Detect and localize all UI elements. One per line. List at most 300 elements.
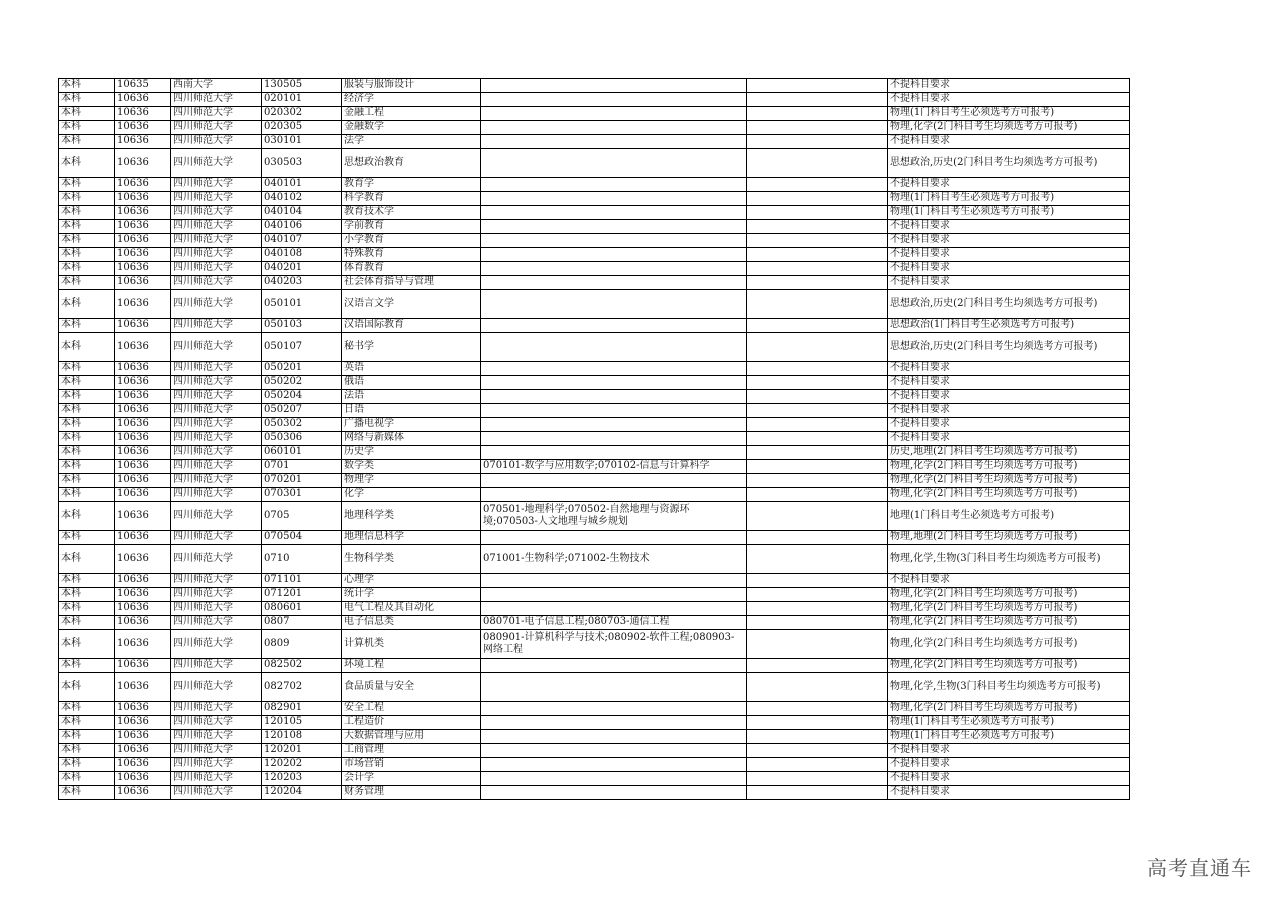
included-majors-cell: [481, 702, 747, 716]
table-row: [59, 276, 1130, 290]
subject-requirement-cell: 不提科目要求: [888, 234, 1130, 248]
school-code-cell: 10636: [115, 206, 171, 220]
school-code-cell: 10636: [115, 276, 171, 290]
table-row: [59, 744, 1130, 758]
note-cell: [747, 786, 888, 800]
major-name-cell: 科学教育: [342, 192, 481, 206]
subject-requirement-cell: 物理,化学(2门科目考生均须选考方可报考): [888, 588, 1130, 602]
included-majors-cell: [481, 107, 747, 121]
subject-requirement-cell: 不提科目要求: [888, 276, 1130, 290]
major-code-cell: 082502: [262, 659, 342, 673]
school-code-cell: 10636: [115, 588, 171, 602]
note-cell: [747, 432, 888, 446]
included-majors-cell: [481, 376, 747, 390]
school-code-cell: 10636: [115, 390, 171, 404]
school-name-cell: 四川师范大学: [171, 786, 262, 800]
major-code-cell: 0705: [262, 502, 342, 531]
major-name-cell: 思想政治教育: [342, 149, 481, 178]
included-majors-cell: [481, 744, 747, 758]
major-name-cell: 心理学: [342, 574, 481, 588]
subject-requirement-cell: 物理,化学(2门科目考生均须选考方可报考): [888, 602, 1130, 616]
table-row: [59, 772, 1130, 786]
major-name-cell: 历史学: [342, 446, 481, 460]
major-code-cell: 040107: [262, 234, 342, 248]
school-name-cell: 四川师范大学: [171, 149, 262, 178]
major-name-cell: 英语: [342, 362, 481, 376]
school-name-cell: 四川师范大学: [171, 234, 262, 248]
major-code-cell: 070201: [262, 474, 342, 488]
major-code-cell: 0809: [262, 630, 342, 659]
school-code-cell: 10636: [115, 616, 171, 630]
school-name-cell: 西南大学: [171, 79, 262, 93]
major-code-cell: 050103: [262, 319, 342, 333]
major-name-cell: 工商管理: [342, 744, 481, 758]
note-cell: [747, 220, 888, 234]
school-code-cell: 10636: [115, 432, 171, 446]
major-code-cell: 050101: [262, 290, 342, 319]
level-cell: 本科: [59, 602, 115, 616]
subject-requirement-cell: 不提科目要求: [888, 432, 1130, 446]
note-cell: [747, 574, 888, 588]
school-code-cell: 10636: [115, 333, 171, 362]
table-row: [59, 574, 1130, 588]
note-cell: [747, 192, 888, 206]
table-row: [59, 545, 1130, 574]
table-row: [59, 362, 1130, 376]
major-code-cell: 120108: [262, 730, 342, 744]
major-name-cell: 物理学: [342, 474, 481, 488]
major-name-cell: 学前教育: [342, 220, 481, 234]
major-code-cell: 050107: [262, 333, 342, 362]
school-name-cell: 四川师范大学: [171, 758, 262, 772]
subject-requirement-cell: 不提科目要求: [888, 362, 1130, 376]
table-row: [59, 474, 1130, 488]
school-code-cell: 10636: [115, 474, 171, 488]
table-row: [59, 333, 1130, 362]
subject-requirement-cell: 物理,化学(2门科目考生均须选考方可报考): [888, 616, 1130, 630]
included-majors-cell: [481, 404, 747, 418]
subject-requirement-cell: 物理,化学(2门科目考生均须选考方可报考): [888, 630, 1130, 659]
note-cell: [747, 121, 888, 135]
major-code-cell: 050202: [262, 376, 342, 390]
subject-requirement-cell: 不提科目要求: [888, 404, 1130, 418]
level-cell: 本科: [59, 206, 115, 220]
table-row: [59, 502, 1130, 531]
school-code-cell: 10636: [115, 659, 171, 673]
major-code-cell: 030101: [262, 135, 342, 149]
major-name-cell: 化学: [342, 488, 481, 502]
major-name-cell: 网络与新媒体: [342, 432, 481, 446]
included-majors-cell: [481, 772, 747, 786]
note-cell: [747, 290, 888, 319]
subject-requirement-cell: 物理(1门科目考生必须选考方可报考): [888, 716, 1130, 730]
table-body: [59, 79, 1130, 800]
major-name-cell: 安全工程: [342, 702, 481, 716]
included-majors-cell: [481, 786, 747, 800]
note-cell: [747, 333, 888, 362]
major-name-cell: 秘书学: [342, 333, 481, 362]
major-name-cell: 金融数学: [342, 121, 481, 135]
table-row: [59, 531, 1130, 545]
note-cell: [747, 488, 888, 502]
level-cell: 本科: [59, 248, 115, 262]
level-cell: 本科: [59, 192, 115, 206]
included-majors-cell: [481, 79, 747, 93]
school-code-cell: 10636: [115, 234, 171, 248]
school-code-cell: 10636: [115, 545, 171, 574]
school-name-cell: 四川师范大学: [171, 107, 262, 121]
school-name-cell: 四川师范大学: [171, 772, 262, 786]
major-name-cell: 教育学: [342, 178, 481, 192]
included-majors-cell: [481, 602, 747, 616]
level-cell: 本科: [59, 460, 115, 474]
note-cell: [747, 673, 888, 702]
subject-requirement-cell: 不提科目要求: [888, 376, 1130, 390]
major-name-cell: 财务管理: [342, 786, 481, 800]
level-cell: 本科: [59, 149, 115, 178]
level-cell: 本科: [59, 135, 115, 149]
school-name-cell: 四川师范大学: [171, 432, 262, 446]
level-cell: 本科: [59, 79, 115, 93]
table-row: [59, 488, 1130, 502]
school-name-cell: 四川师范大学: [171, 602, 262, 616]
included-majors-cell: [481, 362, 747, 376]
note-cell: [747, 460, 888, 474]
school-code-cell: 10636: [115, 93, 171, 107]
major-name-cell: 会计学: [342, 772, 481, 786]
school-code-cell: 10636: [115, 418, 171, 432]
major-name-cell: 法语: [342, 390, 481, 404]
school-name-cell: 四川师范大学: [171, 220, 262, 234]
major-code-cell: 050302: [262, 418, 342, 432]
included-majors-cell: [481, 432, 747, 446]
table-row: [59, 673, 1130, 702]
included-majors-cell: [481, 276, 747, 290]
school-code-cell: 10636: [115, 772, 171, 786]
table-row: [59, 290, 1130, 319]
major-name-cell: 教育技术学: [342, 206, 481, 220]
school-code-cell: 10636: [115, 376, 171, 390]
school-name-cell: 四川师范大学: [171, 588, 262, 602]
note-cell: [747, 758, 888, 772]
level-cell: 本科: [59, 758, 115, 772]
subject-requirement-cell: 不提科目要求: [888, 262, 1130, 276]
major-code-cell: 050201: [262, 362, 342, 376]
subject-requirement-cell: 不提科目要求: [888, 786, 1130, 800]
table-row: [59, 390, 1130, 404]
school-code-cell: 10636: [115, 178, 171, 192]
subject-requirement-cell: 不提科目要求: [888, 79, 1130, 93]
major-name-cell: 数学类: [342, 460, 481, 474]
school-code-cell: 10636: [115, 192, 171, 206]
major-code-cell: 120105: [262, 716, 342, 730]
major-code-cell: 040201: [262, 262, 342, 276]
table-row: [59, 460, 1130, 474]
subject-requirement-cell: 物理,化学(2门科目考生均须选考方可报考): [888, 702, 1130, 716]
school-code-cell: 10636: [115, 673, 171, 702]
school-name-cell: 四川师范大学: [171, 616, 262, 630]
major-name-cell: 广播电视学: [342, 418, 481, 432]
table-row: [59, 135, 1130, 149]
school-code-cell: 10636: [115, 730, 171, 744]
table-row: [59, 107, 1130, 121]
included-majors-cell: [481, 248, 747, 262]
subject-requirement-cell: 不提科目要求: [888, 135, 1130, 149]
major-name-cell: 计算机类: [342, 630, 481, 659]
school-code-cell: 10636: [115, 149, 171, 178]
school-name-cell: 四川师范大学: [171, 121, 262, 135]
included-majors-cell: [481, 390, 747, 404]
level-cell: 本科: [59, 716, 115, 730]
major-code-cell: 130505: [262, 79, 342, 93]
subject-requirement-cell: 物理,化学(2门科目考生均须选考方可报考): [888, 659, 1130, 673]
school-name-cell: 四川师范大学: [171, 262, 262, 276]
note-cell: [747, 659, 888, 673]
included-majors-cell: [481, 418, 747, 432]
school-code-cell: 10636: [115, 488, 171, 502]
included-majors-cell: [481, 290, 747, 319]
subject-requirement-cell: 不提科目要求: [888, 178, 1130, 192]
school-name-cell: 四川师范大学: [171, 418, 262, 432]
note-cell: [747, 206, 888, 220]
major-name-cell: 法学: [342, 135, 481, 149]
school-code-cell: 10636: [115, 121, 171, 135]
level-cell: 本科: [59, 290, 115, 319]
school-name-cell: 四川师范大学: [171, 276, 262, 290]
major-name-cell: 金融工程: [342, 107, 481, 121]
school-name-cell: 四川师范大学: [171, 206, 262, 220]
school-name-cell: 四川师范大学: [171, 545, 262, 574]
note-cell: [747, 248, 888, 262]
school-code-cell: 10636: [115, 262, 171, 276]
major-name-cell: 环境工程: [342, 659, 481, 673]
major-name-cell: 社会体育指导与管理: [342, 276, 481, 290]
school-code-cell: 10636: [115, 630, 171, 659]
table-row: [59, 702, 1130, 716]
note-cell: [747, 588, 888, 602]
subject-requirement-cell: 物理(1门科目考生必须选考方可报考): [888, 192, 1130, 206]
major-code-cell: 0807: [262, 616, 342, 630]
included-majors-cell: [481, 178, 747, 192]
table-row: [59, 446, 1130, 460]
major-name-cell: 市场营销: [342, 758, 481, 772]
table-row: [59, 121, 1130, 135]
school-name-cell: 四川师范大学: [171, 574, 262, 588]
included-majors-cell: [481, 262, 747, 276]
subject-requirement-cell: 不提科目要求: [888, 772, 1130, 786]
footer-watermark: 高考直通车: [1147, 856, 1252, 880]
subject-requirement-cell: 物理(1门科目考生必须选考方可报考): [888, 107, 1130, 121]
major-code-cell: 0710: [262, 545, 342, 574]
level-cell: 本科: [59, 659, 115, 673]
subject-requirement-cell: 物理,化学,生物(3门科目考生均须选考方可报考): [888, 673, 1130, 702]
note-cell: [747, 376, 888, 390]
major-name-cell: 大数据管理与应用: [342, 730, 481, 744]
table-row: [59, 432, 1130, 446]
included-majors-cell: [481, 333, 747, 362]
major-code-cell: 071201: [262, 588, 342, 602]
subject-requirement-cell: 不提科目要求: [888, 93, 1130, 107]
school-name-cell: 四川师范大学: [171, 390, 262, 404]
note-cell: [747, 418, 888, 432]
note-cell: [747, 262, 888, 276]
included-majors-cell: [481, 758, 747, 772]
table-row: [59, 376, 1130, 390]
table-row: [59, 220, 1130, 234]
school-code-cell: 10636: [115, 248, 171, 262]
major-code-cell: 050207: [262, 404, 342, 418]
included-majors-cell: [481, 446, 747, 460]
included-majors-cell: [481, 135, 747, 149]
table-row: [59, 659, 1130, 673]
subject-requirement-cell: 地理(1门科目考生必须选考方可报考): [888, 502, 1130, 531]
level-cell: 本科: [59, 276, 115, 290]
major-code-cell: 0701: [262, 460, 342, 474]
included-majors-cell: [481, 192, 747, 206]
level-cell: 本科: [59, 319, 115, 333]
subject-requirement-cell: 物理,地理(2门科目考生均须选考方可报考): [888, 531, 1130, 545]
subject-requirement-cell: 不提科目要求: [888, 248, 1130, 262]
school-code-cell: 10636: [115, 716, 171, 730]
school-name-cell: 四川师范大学: [171, 474, 262, 488]
included-majors-cell: [481, 673, 747, 702]
note-cell: [747, 234, 888, 248]
major-code-cell: 050204: [262, 390, 342, 404]
table-row: [59, 192, 1130, 206]
school-name-cell: 四川师范大学: [171, 673, 262, 702]
major-code-cell: 060101: [262, 446, 342, 460]
table-row: [59, 93, 1130, 107]
major-name-cell: 小学教育: [342, 234, 481, 248]
school-name-cell: 四川师范大学: [171, 446, 262, 460]
major-code-cell: 040102: [262, 192, 342, 206]
included-majors-cell: [481, 574, 747, 588]
level-cell: 本科: [59, 588, 115, 602]
major-code-cell: 050306: [262, 432, 342, 446]
school-code-cell: 10636: [115, 574, 171, 588]
school-name-cell: 四川师范大学: [171, 178, 262, 192]
school-name-cell: 四川师范大学: [171, 702, 262, 716]
subject-requirement-cell: 物理(1门科目考生必须选考方可报考): [888, 730, 1130, 744]
level-cell: 本科: [59, 446, 115, 460]
note-cell: [747, 602, 888, 616]
level-cell: 本科: [59, 730, 115, 744]
school-name-cell: 四川师范大学: [171, 319, 262, 333]
school-code-cell: 10636: [115, 460, 171, 474]
subject-requirement-cell: 物理(1门科目考生必须选考方可报考): [888, 206, 1130, 220]
school-name-cell: 四川师范大学: [171, 376, 262, 390]
table-row: [59, 206, 1130, 220]
school-name-cell: 四川师范大学: [171, 659, 262, 673]
major-code-cell: 082901: [262, 702, 342, 716]
note-cell: [747, 319, 888, 333]
subject-requirement-cell: 物理,化学(2门科目考生均须选考方可报考): [888, 460, 1130, 474]
school-name-cell: 四川师范大学: [171, 192, 262, 206]
level-cell: 本科: [59, 107, 115, 121]
major-name-cell: 体育教育: [342, 262, 481, 276]
major-name-cell: 电气工程及其自动化: [342, 602, 481, 616]
included-majors-cell: [481, 659, 747, 673]
major-code-cell: 020305: [262, 121, 342, 135]
level-cell: 本科: [59, 531, 115, 545]
note-cell: [747, 502, 888, 531]
major-code-cell: 030503: [262, 149, 342, 178]
included-majors-cell: [481, 531, 747, 545]
note-cell: [747, 474, 888, 488]
note-cell: [747, 390, 888, 404]
school-name-cell: 四川师范大学: [171, 404, 262, 418]
school-name-cell: 四川师范大学: [171, 531, 262, 545]
subject-requirement-cell: 物理,化学(2门科目考生均须选考方可报考): [888, 121, 1130, 135]
included-majors-cell: [481, 121, 747, 135]
major-code-cell: 120203: [262, 772, 342, 786]
major-name-cell: 地理科学类: [342, 502, 481, 531]
level-cell: 本科: [59, 234, 115, 248]
included-majors-cell: [481, 319, 747, 333]
school-code-cell: 10636: [115, 744, 171, 758]
table-row: [59, 630, 1130, 659]
note-cell: [747, 404, 888, 418]
level-cell: 本科: [59, 390, 115, 404]
major-code-cell: 071101: [262, 574, 342, 588]
school-name-cell: 四川师范大学: [171, 630, 262, 659]
note-cell: [747, 178, 888, 192]
note-cell: [747, 276, 888, 290]
school-code-cell: 10636: [115, 135, 171, 149]
level-cell: 本科: [59, 630, 115, 659]
note-cell: [747, 79, 888, 93]
major-name-cell: 经济学: [342, 93, 481, 107]
included-majors-cell: [481, 220, 747, 234]
level-cell: 本科: [59, 220, 115, 234]
school-name-cell: 四川师范大学: [171, 744, 262, 758]
major-name-cell: 统计学: [342, 588, 481, 602]
major-code-cell: 040108: [262, 248, 342, 262]
note-cell: [747, 93, 888, 107]
note-cell: [747, 730, 888, 744]
school-code-cell: 10636: [115, 362, 171, 376]
major-name-cell: 地理信息科学: [342, 531, 481, 545]
school-code-cell: 10636: [115, 446, 171, 460]
level-cell: 本科: [59, 673, 115, 702]
subject-requirement-cell: 物理,化学(2门科目考生均须选考方可报考): [888, 474, 1130, 488]
school-name-cell: 四川师范大学: [171, 93, 262, 107]
table-row: [59, 248, 1130, 262]
major-code-cell: 040101: [262, 178, 342, 192]
table-row: [59, 178, 1130, 192]
included-majors-cell: [481, 588, 747, 602]
included-majors-cell: [481, 716, 747, 730]
school-name-cell: 四川师范大学: [171, 290, 262, 319]
subject-requirement-cell: 思想政治,历史(2门科目考生均须选考方可报考): [888, 333, 1130, 362]
included-majors-cell: [481, 730, 747, 744]
table-row: [59, 418, 1130, 432]
school-name-cell: 四川师范大学: [171, 248, 262, 262]
school-name-cell: 四川师范大学: [171, 362, 262, 376]
major-code-cell: 070301: [262, 488, 342, 502]
level-cell: 本科: [59, 474, 115, 488]
included-majors-cell: [481, 93, 747, 107]
note-cell: [747, 630, 888, 659]
table-row: [59, 602, 1130, 616]
level-cell: 本科: [59, 502, 115, 531]
major-code-cell: 120204: [262, 786, 342, 800]
table-row: [59, 262, 1130, 276]
table-row: [59, 616, 1130, 630]
school-name-cell: 四川师范大学: [171, 135, 262, 149]
major-code-cell: 040106: [262, 220, 342, 234]
table-row: [59, 234, 1130, 248]
